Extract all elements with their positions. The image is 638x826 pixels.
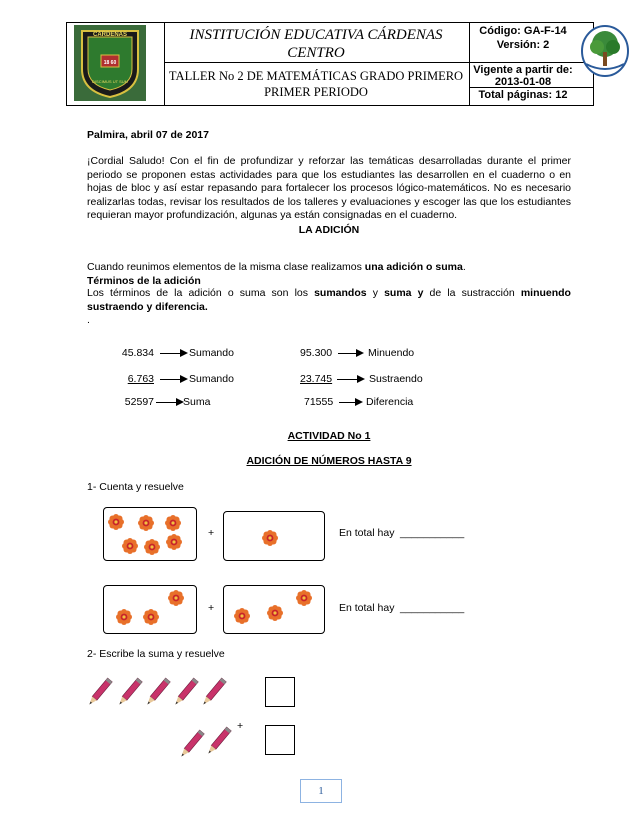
- arrow-icon: [339, 402, 361, 403]
- total-label: En total hay: [339, 527, 395, 539]
- section-title: LA ADICIÓN: [298, 224, 360, 236]
- stray-dot: .: [87, 314, 90, 326]
- flower-icon: [262, 530, 278, 546]
- plus-sign: +: [237, 720, 244, 732]
- terms-paragraph: [87, 287, 571, 314]
- terms-text: de la sustracción: [423, 287, 521, 299]
- pencil-icon: [176, 728, 206, 762]
- school-shield-logo: [74, 25, 146, 101]
- header-divider: [164, 62, 469, 63]
- arrow-icon: [156, 402, 182, 403]
- answer-blank[interactable]: ___________: [400, 527, 465, 539]
- example-term: Diferencia: [366, 396, 414, 408]
- pencil-icon: [114, 676, 144, 710]
- flower-icon: [166, 534, 182, 550]
- concept-text: .: [462, 261, 466, 273]
- doc-code: Código: GA-F-14: [479, 25, 567, 37]
- flower-icon: [122, 538, 138, 554]
- concept-bold: una adición o suma: [364, 261, 463, 273]
- question-1: 1- Cuenta y resuelve: [87, 481, 184, 493]
- concept-text: Cuando reunimos elementos de la misma clase realizamos: [87, 261, 365, 273]
- example-term: Sumando: [189, 347, 234, 359]
- example-number: 45.834: [121, 347, 154, 359]
- example-term: Minuendo: [368, 347, 415, 359]
- arrow-icon: [338, 353, 362, 354]
- institution-name: INSTITUCIÓN EDUCATIVA CÁRDENAS CENTRO: [189, 27, 443, 61]
- total-pages: Total páginas: 12: [478, 89, 568, 101]
- concept-paragraph: [87, 261, 571, 288]
- terms-bold: sumandos: [314, 287, 367, 299]
- terms-text: Los términos de la adición o suma son los: [87, 287, 315, 299]
- flower-icon: [267, 605, 283, 621]
- pencil-icon: [84, 676, 114, 710]
- pencil-icon: [142, 676, 172, 710]
- example-term: Sustraendo: [369, 373, 423, 385]
- example-term: Sumando: [189, 373, 234, 385]
- flower-icon: [165, 515, 181, 531]
- terms-bold: suma y: [384, 287, 424, 299]
- logo-text-top: CARDENAS: [92, 32, 128, 38]
- pencil-icon: [198, 676, 228, 710]
- flower-icon: [143, 609, 159, 625]
- terms-bold: minuendo sustraendo y diferencia.: [87, 287, 571, 313]
- example-number: 23.745: [300, 373, 333, 385]
- logo-text-bottom: DISCIMUS UT SUM: [92, 79, 128, 84]
- example-number: 52597: [124, 396, 154, 408]
- example-term: Suma: [183, 396, 211, 408]
- valid-date: 2013-01-08: [494, 76, 552, 88]
- flower-icon: [108, 514, 124, 530]
- terms-text: y: [366, 287, 385, 299]
- arrow-icon: [337, 379, 363, 380]
- plus-sign: +: [208, 527, 215, 539]
- example-number: 71555: [304, 396, 334, 408]
- flower-icon: [168, 590, 184, 606]
- example-number: 95.300: [300, 347, 333, 359]
- header-divider: [164, 23, 165, 105]
- arrow-icon: [160, 353, 186, 354]
- answer-square[interactable]: [265, 677, 295, 707]
- valid-label: Vigente a partir de:: [473, 64, 573, 76]
- intro-paragraph: ¡Cordial Saludo! Con el fin de profundizar y reforzar las temáticas desarrolladas durante el primer periodo se proponen estas actividades para que los estudiantes las desarrollen en el cuaderno o en hojas de bloc y así estar repasando para fortalecer los procesos lógico-matemáticos. No es necesario realizarlas todas, revisar los resultados de los talleres y evaluaciones y escoger las que los estudiantes requieran mayor profundización, algunas ya están consignadas en el cuaderno.: [87, 155, 571, 221]
- date-line: Palmira, abril 07 de 2017: [87, 129, 209, 141]
- flower-icon: [116, 609, 132, 625]
- logo-number: 18 60: [103, 60, 117, 66]
- example-number: 6.763: [127, 373, 154, 385]
- flower-icon: [144, 539, 160, 555]
- header-divider: [469, 62, 593, 63]
- plus-sign: +: [208, 602, 215, 614]
- terms-title: Términos de la adición: [87, 274, 201, 287]
- page-number: 1: [300, 779, 342, 803]
- activity-title: ACTIVIDAD No 1: [287, 430, 371, 442]
- activity-subtitle: ADICIÓN DE NÚMEROS HASTA 9: [246, 455, 412, 467]
- total-label: En total hay: [339, 602, 395, 614]
- workshop-title: TALLER No 2 DE MATEMÁTICAS GRADO PRIMERO PRIMER PERIODO: [168, 69, 464, 99]
- question-2: 2- Escribe la suma y resuelve: [87, 648, 225, 660]
- pencil-icon: [170, 676, 200, 710]
- flower-icon: [138, 515, 154, 531]
- arrow-icon: [160, 379, 186, 380]
- answer-blank[interactable]: ___________: [400, 602, 465, 614]
- doc-version: Versión: 2: [496, 39, 550, 51]
- tree-logo: [580, 24, 630, 78]
- pencil-icon: [203, 725, 233, 759]
- flower-icon: [296, 590, 312, 606]
- answer-square[interactable]: [265, 725, 295, 755]
- flower-icon: [234, 608, 250, 624]
